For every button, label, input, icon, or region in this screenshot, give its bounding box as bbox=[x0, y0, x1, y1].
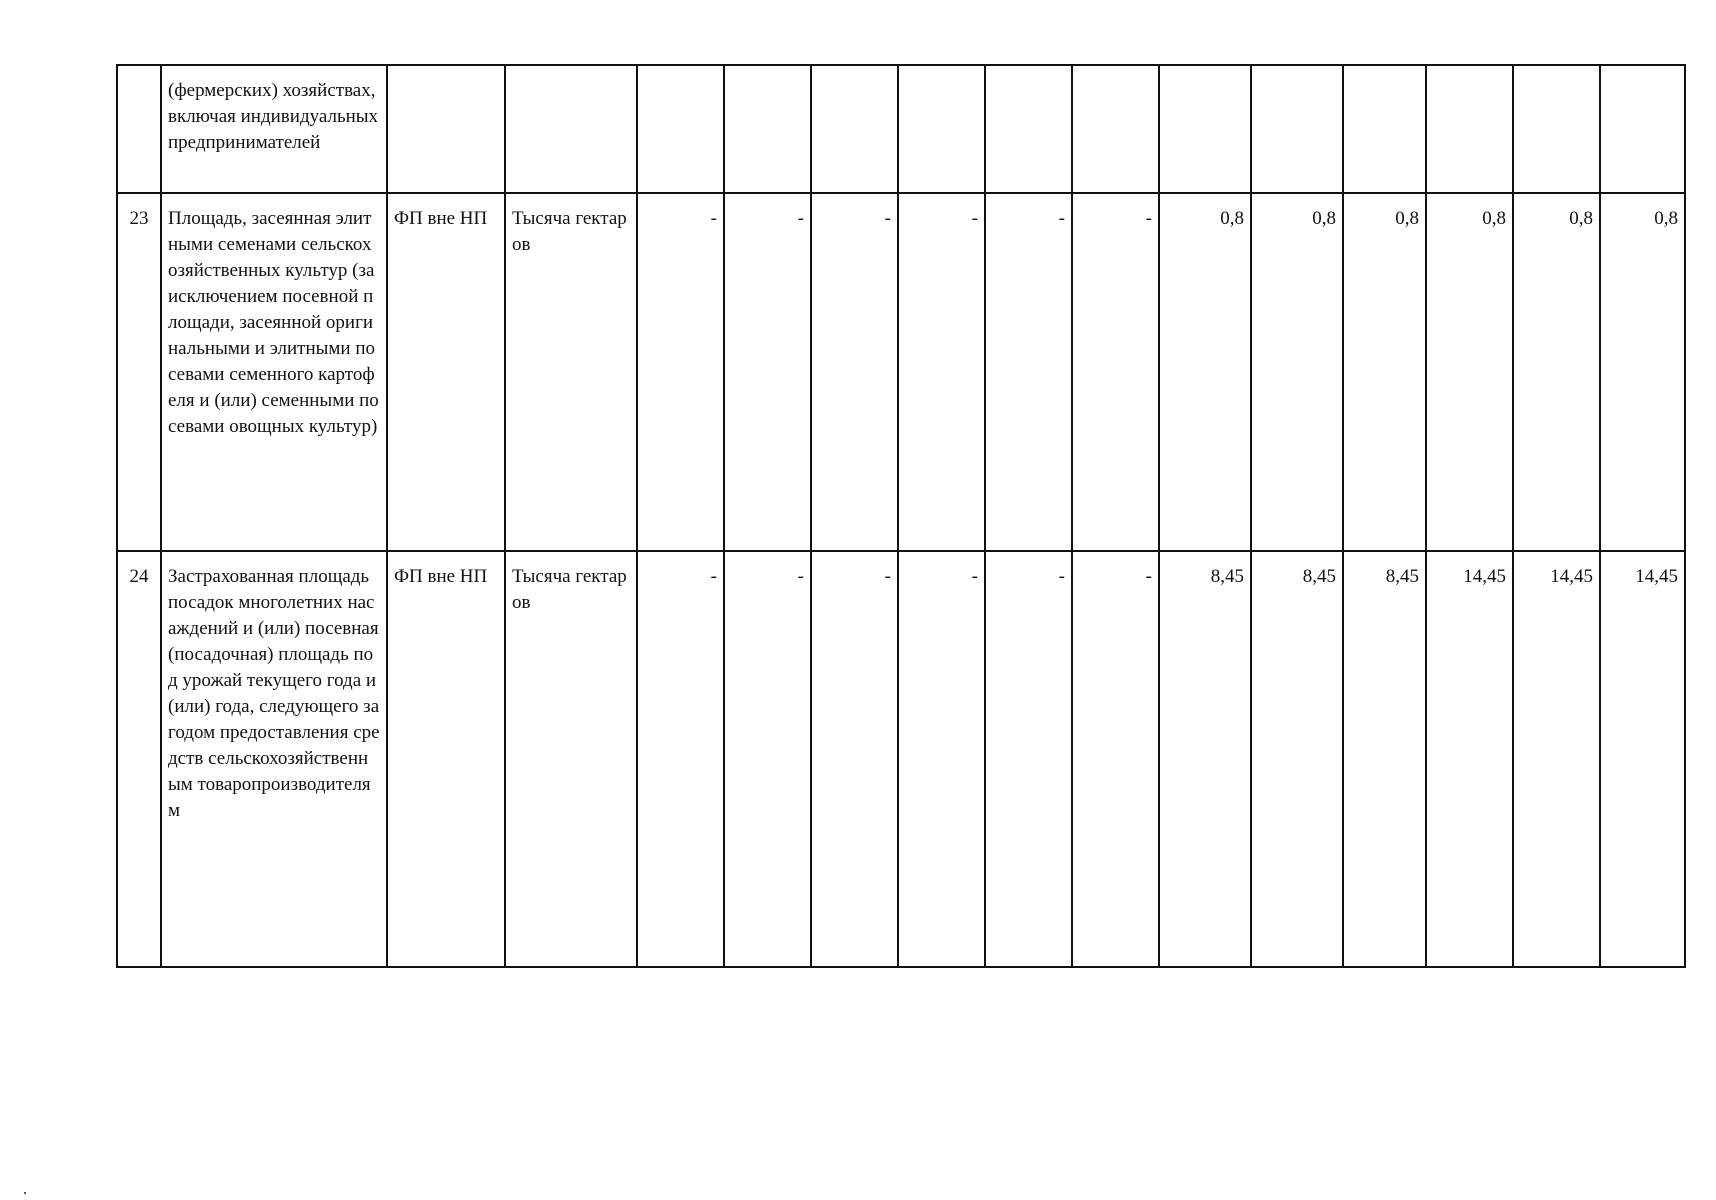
indicator-name-cell: Застрахованная площадь посадок многолетних насаждений и (или) посевная (посадочная) площадь под урожай текущего года и (или) года, следующего за годом предоставления средств сельскохозяйственным товаропроизводителям bbox=[161, 551, 387, 967]
unit-cell: Тысяча гектаров bbox=[505, 193, 637, 551]
source-cell: ФП вне НП bbox=[387, 551, 505, 967]
value-cell: - bbox=[637, 551, 724, 967]
value-cell: - bbox=[985, 551, 1072, 967]
value-cell: - bbox=[724, 193, 811, 551]
source-cell: ФП вне НП bbox=[387, 193, 505, 551]
value-cell bbox=[1159, 65, 1251, 193]
value-cell: - bbox=[898, 193, 985, 551]
table-row bbox=[117, 65, 1685, 193]
value-cell bbox=[1513, 65, 1600, 193]
value-cell: 8,45 bbox=[1159, 551, 1251, 967]
value-cell bbox=[1343, 65, 1426, 193]
row-number-cell: 24 bbox=[117, 551, 161, 967]
value-cell bbox=[724, 65, 811, 193]
value-cell: - bbox=[637, 193, 724, 551]
value-cell: - bbox=[1072, 551, 1159, 967]
value-cell: - bbox=[985, 193, 1072, 551]
value-cell: - bbox=[811, 551, 898, 967]
value-cell: - bbox=[898, 551, 985, 967]
indicators-table bbox=[116, 64, 1686, 968]
source-cell bbox=[387, 65, 505, 193]
value-cell: 0,8 bbox=[1426, 193, 1513, 551]
value-cell: 14,45 bbox=[1513, 551, 1600, 967]
value-cell: 0,8 bbox=[1343, 193, 1426, 551]
indicator-name-cell: (фермерских) хозяйствах, включая индивидуальных предпринимателей bbox=[161, 65, 387, 193]
value-cell: 14,45 bbox=[1426, 551, 1513, 967]
value-cell bbox=[1600, 65, 1685, 193]
table-row bbox=[117, 193, 1685, 551]
value-cell: 0,8 bbox=[1251, 193, 1343, 551]
value-cell bbox=[811, 65, 898, 193]
value-cell bbox=[1072, 65, 1159, 193]
value-cell: 8,45 bbox=[1251, 551, 1343, 967]
value-cell: 0,8 bbox=[1600, 193, 1685, 551]
value-cell: - bbox=[1072, 193, 1159, 551]
indicator-name-cell: Площадь, засеянная элитными семенами сельскохозяйственных культур (за исключением посевной площади, засеянной оригинальными и элитными посевами семенного картофеля и (или) семенными посевами овощных культур) bbox=[161, 193, 387, 551]
value-cell bbox=[637, 65, 724, 193]
value-cell: 0,8 bbox=[1513, 193, 1600, 551]
value-cell bbox=[985, 65, 1072, 193]
value-cell: 14,45 bbox=[1600, 551, 1685, 967]
value-cell: - bbox=[724, 551, 811, 967]
value-cell bbox=[1426, 65, 1513, 193]
table-row bbox=[117, 551, 1685, 967]
row-number-cell bbox=[117, 65, 161, 193]
row-number-cell: 23 bbox=[117, 193, 161, 551]
unit-cell bbox=[505, 65, 637, 193]
value-cell bbox=[898, 65, 985, 193]
unit-cell: Тысяча гектаров bbox=[505, 551, 637, 967]
value-cell: - bbox=[811, 193, 898, 551]
value-cell: 0,8 bbox=[1159, 193, 1251, 551]
value-cell: 8,45 bbox=[1343, 551, 1426, 967]
scan-speck bbox=[24, 1192, 26, 1194]
value-cell bbox=[1251, 65, 1343, 193]
